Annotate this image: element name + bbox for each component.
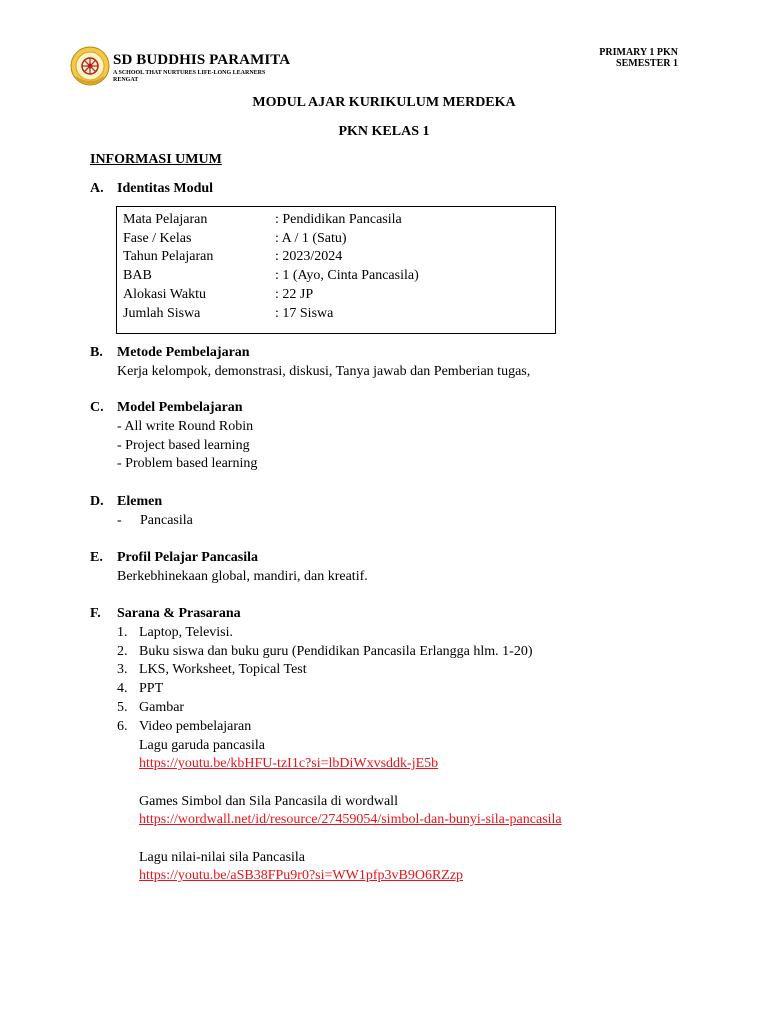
identity-key: Mata Pelajaran: [123, 212, 208, 227]
section-d-text: Pancasila: [140, 513, 193, 528]
header-course: PRIMARY 1 PKN: [599, 47, 678, 58]
section-a-title: Identitas Modul: [117, 181, 214, 196]
section-d-title: Elemen: [117, 494, 163, 509]
identity-value: : 22 JP: [275, 286, 314, 302]
identity-row: [123, 286, 313, 305]
list-number: 6.: [117, 718, 128, 734]
section-b-text: Kerja kelompok, demonstrasi, diskusi, Tanya jawab dan Pemberian tugas,: [117, 364, 531, 379]
list-item: [117, 680, 532, 699]
list-number: 1.: [117, 625, 128, 640]
list-item: - Problem based learning: [117, 456, 258, 472]
identity-key: Fase / Kelas: [123, 230, 192, 246]
dash-marker: -: [117, 513, 122, 528]
list-item: [117, 699, 532, 718]
identity-value: : A / 1 (Satu): [275, 230, 347, 246]
identity-row: [123, 230, 347, 249]
facilities-list: [117, 624, 532, 736]
identity-key: Jumlah Siswa: [123, 305, 201, 321]
identity-value: : 17 Siswa: [275, 305, 334, 321]
identity-key: Tahun Pelajaran: [123, 249, 214, 265]
identity-key: Alokasi Waktu: [123, 286, 206, 302]
section-b-letter: B.: [90, 345, 103, 360]
list-text: Buku siswa dan buku guru (Pendidikan Pancasila Erlangga hlm. 1-20): [139, 643, 533, 659]
identity-row: [123, 305, 333, 324]
section-c-heading: [90, 400, 243, 416]
video-link[interactable]: https://youtu.be/aSB38FPu9r0?si=WW1pfp3vB9O6RZzp: [139, 868, 464, 883]
section-a-letter: A.: [90, 181, 104, 196]
video-link[interactable]: https://youtu.be/kbHFU-tzI1c?si=lbDiWxvsddk-jE5b: [139, 756, 439, 771]
list-number: 5.: [117, 699, 128, 715]
identity-row: [123, 211, 402, 230]
list-number: 4.: [117, 681, 128, 697]
identity-key: BAB: [123, 268, 152, 284]
list-text: PPT: [139, 681, 164, 697]
section-title: INFORMASI UMUM: [90, 152, 222, 167]
school-tagline: [113, 70, 265, 84]
model-list: [117, 418, 257, 474]
identity-table: [116, 206, 556, 334]
section-e-title: Profil Pelajar Pancasila: [117, 550, 259, 565]
list-item: - All write Round Robin: [117, 419, 254, 434]
section-e-letter: E.: [90, 550, 103, 565]
list-number: 3.: [117, 662, 128, 678]
section-e-text: Berkebhinekaan global, mandiri, dan kreatif.: [117, 569, 368, 584]
video-link[interactable]: https://wordwall.net/id/resource/27459054/simbol-dan-bunyi-sila-pancasila: [139, 812, 562, 827]
identity-row: [123, 267, 419, 286]
section-b-title: Metode Pembelajaran: [117, 345, 250, 360]
list-text: Laptop, Televisi.: [139, 625, 234, 640]
list-item: [117, 643, 532, 662]
section-c-letter: C.: [90, 400, 104, 415]
school-name: SD BUDDHIS PARAMITA: [113, 52, 291, 68]
section-f-letter: F.: [90, 606, 101, 621]
school-tagline-text: A SCHOOL THAT NURTURES LIFE-LONG LEARNERS: [113, 70, 266, 76]
section-f-heading: [90, 606, 241, 622]
list-item: [117, 624, 532, 643]
video-label: Games Simbol dan Sila Pancasila di wordwall: [139, 794, 398, 809]
header-course-info: [599, 47, 678, 69]
document-title: MODUL AJAR KURIKULUM MERDEKA: [252, 95, 516, 110]
list-item: [117, 718, 532, 737]
identity-value: : 2023/2024: [275, 249, 343, 265]
list-item: [117, 661, 532, 680]
identity-value: : Pendidikan Pancasila: [275, 212, 402, 227]
document-subtitle: PKN KELAS 1: [338, 124, 430, 139]
school-logo-icon: [70, 46, 110, 86]
section-e-heading: [90, 550, 258, 566]
section-b-heading: [90, 345, 250, 361]
section-d-item: [117, 512, 193, 531]
video-label: Lagu nilai-nilai sila Pancasila: [139, 850, 306, 865]
identity-row: [123, 248, 342, 267]
video-label: Lagu garuda pancasila: [139, 738, 265, 753]
list-item: - Project based learning: [117, 437, 250, 453]
identity-value: : 1 (Ayo, Cinta Pancasila): [275, 268, 419, 284]
school-location: RENGAT: [113, 77, 139, 83]
section-c-title: Model Pembelajaran: [117, 400, 243, 415]
section-d-heading: [90, 494, 162, 510]
section-d-letter: D.: [90, 494, 104, 509]
list-text: Gambar: [139, 699, 185, 715]
list-number: 2.: [117, 643, 128, 659]
list-text: Video pembelajaran: [139, 718, 252, 734]
header-semester: SEMESTER 1: [616, 58, 678, 69]
list-text: LKS, Worksheet, Topical Test: [139, 662, 307, 678]
section-a-heading: [90, 181, 213, 197]
section-f-title: Sarana & Prasarana: [117, 606, 241, 621]
